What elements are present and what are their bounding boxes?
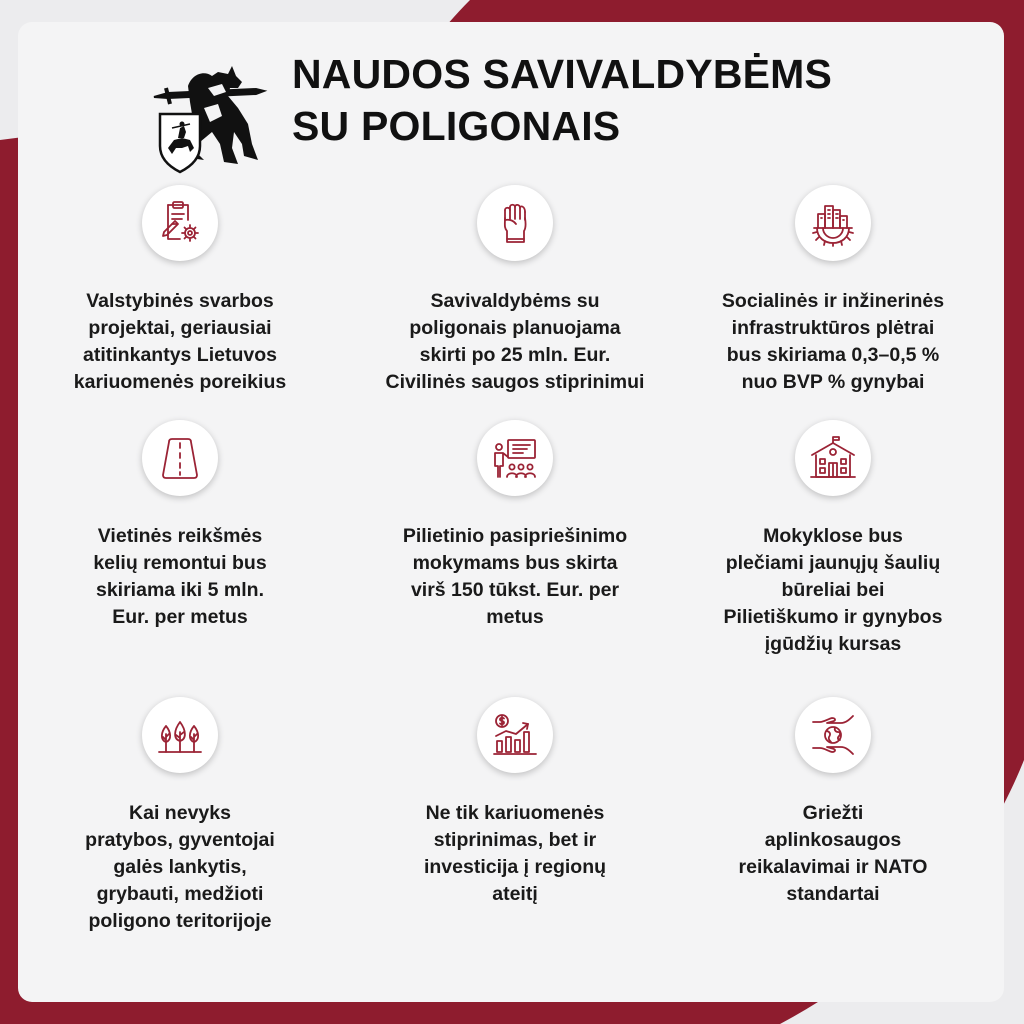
raised-fist-icon (490, 198, 540, 248)
benefit-text: Savivaldybėms su poligonais planuojama skirti po 25 mln. Eur. Civilinės saugos stiprinimui (385, 290, 645, 393)
icon-badge (795, 697, 871, 773)
benefit-text: Ne tik kariuomenės stiprinimas, bet ir investicija į regionų ateitį (423, 802, 607, 905)
content-card (18, 22, 1004, 1002)
page-title-line-2: SU POLIGONAIS (292, 103, 621, 149)
benefit-text: Kai nevyks pratybos, gyventojai galės lankytis, grybauti, medžioti poligono teritorijoje (85, 802, 275, 932)
icon-badge (477, 697, 553, 773)
page-title-line-1: NAUDOS SAVIVALDYBĖMS (292, 51, 833, 97)
benefit-text: Valstybinės svarbos projektai, geriausiai atitinkantys Lietuvos kariuomenės poreikius (73, 290, 287, 393)
clipboard-gear-icon (155, 198, 205, 248)
benefit-text: Pilietinio pasipriešinimo mokymams bus skirta virš 150 tūkst. Eur. per metus (402, 525, 628, 628)
benefit-text: Vietinės reikšmės kelių remontui bus skiriama iki 5 mln. Eur. per metus (93, 525, 267, 628)
benefit-text: Griežti aplinkosaugos reikalavimai ir NATO standartai (738, 802, 928, 905)
school-building-icon (808, 433, 858, 483)
page-title (292, 48, 892, 152)
icon-badge (795, 420, 871, 496)
icon-badge (142, 185, 218, 261)
road-icon (155, 433, 205, 483)
icon-badge (142, 420, 218, 496)
investment-growth-icon (490, 710, 540, 760)
benefit-text: Socialinės ir inžinerinės infrastruktūros plėtrai bus skiriama 0,3–0,5 % nuo BVP % gynybai (721, 290, 945, 393)
trees-icon (155, 710, 205, 760)
vytis-coat-of-arms-logo (148, 48, 274, 174)
icon-badge (477, 420, 553, 496)
globe-hands-icon (808, 710, 858, 760)
icon-badge (477, 185, 553, 261)
icon-badge (142, 697, 218, 773)
training-presentation-icon (490, 433, 540, 483)
icon-badge (795, 185, 871, 261)
benefit-text: Mokyklose bus plečiami jaunųjų šaulių būreliai bei Pilietiškumo ir gynybos įgūdžių kursas (723, 525, 943, 655)
city-gear-icon (808, 198, 858, 248)
